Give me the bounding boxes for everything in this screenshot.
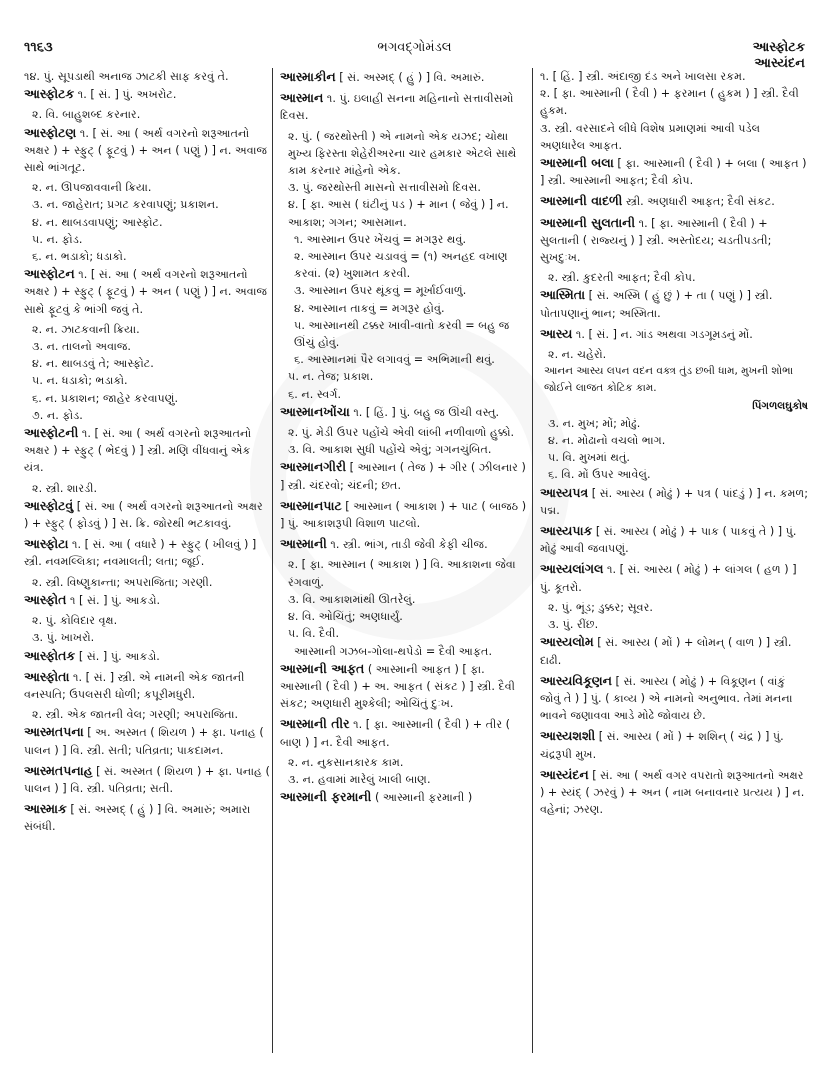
entry-definition: [ અ. અસ્મત ( શિયળ ) + ફા. પનાહ ( પાલન ) ] વિ. સ્ત્રી. સતી; પતિવ્રતા; પાકદામન. (24, 726, 264, 757)
entry-definition: [ સં. આસ્ય ( મોં ) + શશિન્ ( ચંદ્ર ) ] પું. ચંદ્રરૂપી મુખ. (540, 730, 784, 761)
dictionary-entry (280, 660, 527, 713)
dictionary-entry (280, 497, 527, 532)
headword: આસ્યંદન (540, 766, 589, 782)
dictionary-entry (24, 668, 270, 703)
dictionary-entry (24, 497, 270, 532)
headword: આસ્યલાંગલ (540, 561, 604, 577)
sense-line: ૨. ન. ઝાટકવાની ક્રિયા. (32, 322, 140, 336)
dictionary-column-1 (24, 68, 270, 1067)
headword: આસ્યવિકૂણન (540, 672, 612, 688)
entry-definition: [ સં. અસ્મદ્ ( હું ) ] વિ. અમારું. (335, 71, 485, 84)
sense-line: ૫. વિ. મુખમાં થતું. (548, 451, 630, 465)
idiom-line: ૩. આસ્માન ઉપર થૂંકવું = મૂર્ખાઈવાળું. (294, 284, 467, 298)
dictionary-entry (24, 124, 270, 177)
sense-line: ૨. પું. મેડી ઉપર પહોંચે એવી લાંબી નળીવાળો હુક્કો. (288, 426, 515, 440)
entry-definition: સ્ત્રી. અણધારી આફત; દૈવી સંકટ. (622, 195, 775, 209)
dictionary-entry (24, 723, 270, 758)
entry-definition: [ સં. આ ( અર્થ વગર વપરાતો શરૂઆતનો અક્ષર ) + સ્યંદ્ ( ઝરવું ) + અન ( નામ બનાવનાર પ્રત્યય ) ] ન. વહેનાં; ઝરણ. (540, 768, 805, 817)
headword: આસ્માનપાટ (280, 497, 342, 513)
sense-line: ૬. ન. ભડાકો; ધડાકો. (32, 250, 127, 264)
headword: આસ્માની (280, 536, 327, 552)
idiom-line: ૨. આસ્માન ઉપર ચડાવવું = (૧) અનહદ વખાણ કરવાં. (૨) ખુશામત કરવી. (294, 250, 508, 281)
page-number: ૧૧૬૩ (24, 40, 53, 55)
column-divider (532, 68, 533, 1053)
headword: આસ્યલોમ (540, 634, 594, 650)
sense-line: ૨. [ ફા. આસ્માન ( આકાશ ) ] વિ. આકાશના જેવા રંગવાળું. (288, 558, 516, 589)
dictionary-entry (280, 715, 527, 750)
entry-definition: [ સં. અસ્મત ( શિયળ ) + ફા. પનાહ ( પાલન ) ] વિ. સ્ત્રી. પતિવ્રતા; સતી. (24, 764, 270, 795)
headword: આસ્માની ફરમાની (280, 789, 372, 805)
entry-definition: ૧. [ સં. ] ન. ગાંડ અથવા ગડગૂમડનું મોં. (572, 327, 753, 341)
entry-definition: [ સં. અસ્મિ ( હું છું ) + તા ( પણું ) ] સ્ત્રી. પોતાપણાનું ભાન; અસ્મિતા. (540, 289, 773, 320)
dictionary-entry (540, 154, 808, 189)
quotation-source: પિંગળલઘુકોષ (752, 399, 808, 412)
entry-definition: ૧. [ સં. આ ( અર્થ વગરનો શરૂઆતનો અક્ષર ) + સ્ફુટ્ ( ભેદવું ) ] સ્ત્રી. મણિ વીંધવાનું એક યંત્ર. (24, 427, 252, 475)
dictionary-entry (540, 727, 808, 762)
sense-line: ૩. વિ. આકાશ સુધી પહોંચે એવું; ગગનચુંબિત. (288, 443, 492, 457)
entry-definition: [ સં. ] પું. આકડો. (75, 649, 160, 663)
entry-definition: ૧. [ ફા. આસ્માની ( દૈવી ) + સુલતાની ( રાજ્યનું ) ] સ્ત્રી. અસ્તોદય; ચડતીપડતી; સુખદુઃખ. (540, 216, 772, 265)
headword: આસ્યપાક (540, 523, 593, 539)
headword: આસ્માનગીરી (280, 459, 347, 475)
sense-line: ૩. ન. જાહેરાત; પ્રગટ કરવાપણું; પ્રકાશન. (32, 198, 219, 212)
headword: આસ્માની સુલતાની (540, 214, 636, 230)
idiom-line: આસ્માની ગઝબ-ગોલા-થપેડો = દૈવી આફત. (294, 644, 492, 658)
sense-line: ૩. પું. ખાખરો. (32, 631, 95, 645)
sense-line: ૬. વિ. મોં ઉપર આવેલું. (548, 468, 651, 482)
dictionary-entry (540, 560, 808, 595)
entry-definition: [ આસ્માન ( તેજ ) + ગીર ( ઝીલનાર ) ] સ્ત્રી. ચંદરવો; ચંદની; છત. (280, 461, 526, 492)
dictionary-entry (280, 458, 527, 493)
dictionary-entry (540, 214, 808, 267)
sense-line: ૩. ન. મુખ; મોં; મોઢું. (548, 416, 641, 430)
continued-text: ૩. સ્ત્રી. વરસાદને લીધે વિશેષ પ્રમાણમાં આવી પડેલ અણધારેલ આફત. (540, 121, 761, 152)
headword: આસ્મતપના (24, 724, 84, 740)
column-divider (272, 68, 273, 1053)
headword: આસ્માકીન (280, 69, 336, 84)
book-title: ભગવદ્ગોમંડલ (377, 40, 452, 55)
headword: આસ્ફોટણ (24, 124, 77, 140)
quotation: આનન આસ્ય લપન વદન વક્ત્ર તુંડ છબી ધામ, મુખની શોભા જોઈને લાજત કોટિક કામ. (544, 365, 794, 395)
sense-line: ૫. વિ. દૈવી. (288, 627, 340, 641)
headword: આસ્મતપનાહ (24, 762, 93, 778)
dictionary-entry (24, 265, 270, 318)
headword: આસ્ફોટન (24, 266, 75, 282)
dictionary-entry (540, 484, 808, 519)
entry-definition: ૧. [ સં. આસ્ય ( મોઢું ) + લાંગલ ( હળ ) ] પું. કૂતરો. (540, 563, 797, 594)
sense-line: ૨. ન. નુકસાનકારક કામ. (288, 755, 404, 769)
sense-line: ૪. [ ફા. આસ ( ઘંટીનું પડ ) + માન ( જેવું ) ] ન. આકાશ; ગગન; આસમાન. (288, 198, 509, 229)
headword: આસ્માની તીર (280, 716, 350, 732)
entry-definition: [ સં. આસ્ય ( મોઢું ) + પત્ર ( પાંદડું ) ] ન. કમળ; પદ્મ. (540, 486, 809, 517)
entry-definition: ૧. [ સં. આ ( અર્થ વગરનો શરૂઆતનો અક્ષર ) + સ્ફુટ્ ( ફૂટવું ) + અન ( પણું ) ] ન. અવાજ સાથે ફૂટવું કે ભાંગી જવું તે. (24, 268, 268, 316)
entry-definition: [ સં. અસ્મદ્ ( હું ) ] વિ. અમારું; અમારા સંબંધી. (24, 803, 251, 834)
dictionary-entry (540, 192, 808, 210)
entry-definition: ( આસ્માની આફત ) [ ફા. આસ્માની ( દૈવી ) + અ. આફત ( સંકટ ) ] સ્ત્રી. દૈવી સંકટ; અણધારી મુશ્કેલી; ઓચિંતું દુઃખ. (280, 662, 515, 711)
headword: આસ્માની આફત (280, 660, 365, 676)
dictionary-entry (24, 591, 270, 609)
headword: આસ્માક (24, 801, 67, 817)
sense-line: ૪. ન. મોઢાનો વચલો ભાગ. (548, 434, 666, 448)
headword: આસ્ફોત (24, 591, 67, 607)
sense-line: ૨. વિ. બાહુશબ્દ કરનાર. (32, 108, 141, 122)
continued-text: ૧૪. પું. સૂપડાથી અનાજ ઝાટકી સાફ કરવું તે. (24, 70, 229, 83)
headword: આસ્માની વાદળી (540, 193, 623, 209)
entry-definition: ૧. [ હિં. ] પું. બહુ જ ઊંચી વસ્તુ. (349, 405, 500, 419)
dictionary-entry (24, 85, 270, 103)
headword: આસ્માની બલા (540, 155, 614, 171)
sense-line: ૩. વિ. આકાશમાંથી ઊતરેલું. (288, 592, 416, 606)
sense-line: ૫. ન. તેજ; પ્રકાશ. (288, 370, 374, 384)
headword: આસ્ય (540, 325, 573, 341)
sense-line: ૨. ન. ચહેરો. (548, 348, 607, 362)
idiom-line: ૪. આસ્માન તાકવું = મગરૂર હોવું. (294, 301, 445, 315)
dictionary-entry (24, 762, 270, 797)
entry-definition: [ સં. આસ્ય ( મોઢું ) + વિકૂણન ( વાંકું જોવું તે ) ] પું. ( કાવ્ય ) એ નામનો અનુભાવ. તેમાં મનના ભાવને જણાવવા આડે મોઢે જોવાય છે. (540, 674, 793, 723)
dictionary-entry (280, 89, 527, 124)
entry-definition: [ સં. આસ્ય ( મોં ) + લોમન્ ( વાળ ) ] સ્ત્રી. દાઢી. (540, 636, 792, 667)
sense-line: ૪. ન. થાબડવાપણું; આસ્ફોટ. (32, 215, 163, 229)
entry-definition: [ સં. આસ્ય ( મોઢું ) + પાક ( પાકવું તે ) ] પું. મોઢું આવી જવાપણું. (540, 525, 797, 556)
headword: આસ્યપત્ર (540, 484, 589, 500)
idiom-line: ૧. આસ્માન ઉપર ખેંચવું = મગરૂર થવું. (294, 232, 467, 246)
dictionary-entry (540, 325, 808, 343)
sense-line: ૨. સ્ત્રી. કુદરતી આફત; દૈવી કોપ. (548, 271, 696, 285)
sense-line: ૩. પું. રીંછ. (548, 618, 599, 632)
sense-line: ૨. સ્ત્રી. શારડી. (32, 481, 98, 495)
entry-definition: [ આસ્માન ( આકાશ ) + પાટ ( બાજઠ ) ] પું. આકાશરૂપી વિશાળ પાટલો. (280, 499, 527, 531)
headword: આસ્ફોટક (24, 86, 75, 102)
sense-line: ૨. પું. કોવિદાર વૃક્ષ. (32, 614, 118, 628)
entry-definition: ૧. [ સં. ] પું. અખરોટ. (74, 88, 177, 102)
headword: આસ્મિતા (540, 287, 586, 303)
dictionary-entry (280, 535, 527, 553)
dictionary-entry (280, 788, 527, 806)
headword: આસ્ફોતા (24, 668, 70, 684)
dictionary-entry (280, 403, 527, 421)
entry-definition: ૧. [ ફા. આસ્માની ( દૈવી ) + તીર ( બાણ ) ] ન. દૈવી આફત. (280, 718, 511, 749)
sense-line: ૨. પું. ( જરથોસ્તી ) એ નામનો એક યઝદ; ચોથા મુખ્ય ફિરસ્તા શેહેરીઅરના ચાર હમકાર એટલે સાથે કામ કરનાર માંહેનો એક. (288, 129, 517, 178)
entry-definition: [ સં. આ ( અર્થ વગરનો શરૂઆતનો અક્ષર ) + સ્ફુટ્ ( ફોડવું ) ] સ. ક્રિ. જોરથી ભટકાવવું. (24, 499, 263, 531)
dictionary-entry (24, 535, 270, 570)
headword: આસ્ફોતક (24, 647, 76, 663)
guide-word-first: આસ્ફોટક (752, 40, 805, 55)
dictionary-entry (24, 424, 270, 477)
sense-line: ૨. ન. ઊપજાવવાની ક્રિયા. (32, 181, 152, 195)
idiom-line: ૬. આસ્માનમાં પૈર લગાવવું = અભિમાની થવું. (294, 353, 495, 367)
sense-line: ૨. સ્ત્રી. એક જાતની વેલ; ગરણી; અપરાજિતા. (32, 708, 239, 722)
idiom-line: ૫. આસ્માનથી ટક્કર ખાવી-વાતો કરવી = બહુ જ ઊંચું હોવું. (294, 318, 510, 350)
entry-definition: ૧. [ સં. ] સ્ત્રી. એ નામની એક જાતની વનસ્પતિ; ઉપલસરી ધોળી; કપૂરીમધુરી. (24, 670, 245, 701)
dictionary-entry (540, 633, 808, 668)
dictionary-entry (24, 800, 270, 835)
sense-line: ૬. ન. પ્રકાશન; જાહેર કરવાપણું. (32, 391, 179, 405)
continued-text: ૧. [ હિં. ] સ્ત્રી. અંદાજી દંડ અને ખાલસા રકમ. (540, 70, 746, 83)
sense-line: ૩. ન. હવામાં મારેલું ખાલી બાણ. (288, 772, 431, 786)
entry-definition: ૧. પું. ઇલાહી સનના મહિનાનો સત્તાવીસમો દિવસ. (280, 92, 514, 123)
continued-text: ૨. [ ફા. આસ્માની ( દૈવી ) + ફરમાન ( હુકમ ) ] સ્ત્રી. દૈવી હુકમ. (540, 87, 799, 118)
sense-line: ૩. પું. જરથોસ્તી માસનો સત્તાવીસમો દિવસ. (288, 181, 481, 195)
dictionary-entry (280, 68, 527, 86)
sense-line: ૨. પું. ભૂંડ; ડુક્કર; સૂવર. (548, 600, 653, 614)
guide-word-last: આસ્યંદન (754, 56, 805, 71)
entry-definition: ૧. [ સં. આ ( અર્થ વગરનો શરૂઆતનો અક્ષર ) + સ્ફુટ્ ( ફૂટવું ) + અન ( પણું ) ] ન. અવાજ સાથે ભાંગતૂટ. (24, 126, 268, 175)
sense-line: ૩. ન. તાલનો અવાજ. (32, 340, 131, 354)
headword: આસ્ફોટની (24, 425, 79, 441)
entry-definition: ( આસ્માની ફરમાની ) (371, 791, 473, 805)
headword: આસ્યશશી (540, 728, 596, 744)
dictionary-entry (24, 647, 270, 665)
sense-line: ૪. વિ. ઓચિંતું; અણધાર્યું. (288, 610, 403, 624)
headword: આસ્માનખોંચા (280, 403, 350, 419)
dictionary-entry (540, 286, 808, 321)
entry-definition: [ ફા. આસ્માની ( દૈવી ) + બલા ( આફત ) ] સ્ત્રી. આસ્માની આફત; દૈવી કોપ. (540, 157, 807, 188)
sense-line: ૫. ન. ફોડ. (32, 232, 83, 246)
sense-line: ૭. ન. ફોડ. (32, 408, 83, 422)
dictionary-entry (540, 672, 808, 725)
headword: આસ્ફોટવું (24, 497, 74, 513)
entry-definition: ૧. સ્ત્રી. ભાંગ, તાડી જેવી કેફી ચીજ. (326, 538, 488, 552)
sense-line: ૨. સ્ત્રી. વિષ્ણુકાન્તા; અપરાજિતા; ગરણી. (32, 575, 213, 589)
entry-definition: ૧ [ સં. ] પું. આકડો. (66, 593, 161, 607)
headword: આસ્ફોટા (24, 536, 69, 552)
entry-definition: ૧. [ સં. આ ( વધારે ) + સ્ફુટ્ ( ખીલવું ) ] સ્ત્રી. નવમલ્લિકા; નવમાલતી; લતા; જૂઈ. (24, 538, 257, 569)
dictionary-column-2 (280, 68, 527, 1067)
sense-line: ૬. ન. સ્વર્ગ. (288, 387, 342, 401)
sense-line: ૪. ન. થાબડવું તે; આસ્ફોટ. (32, 357, 154, 371)
dictionary-column-3 (540, 68, 808, 1067)
dictionary-entry (540, 766, 808, 819)
headword: આસ્માન (280, 90, 324, 106)
page-header (24, 40, 805, 71)
dictionary-entry (540, 522, 808, 557)
sense-line: ૫. ન. ધડાકો; ભડાકો. (32, 374, 128, 388)
